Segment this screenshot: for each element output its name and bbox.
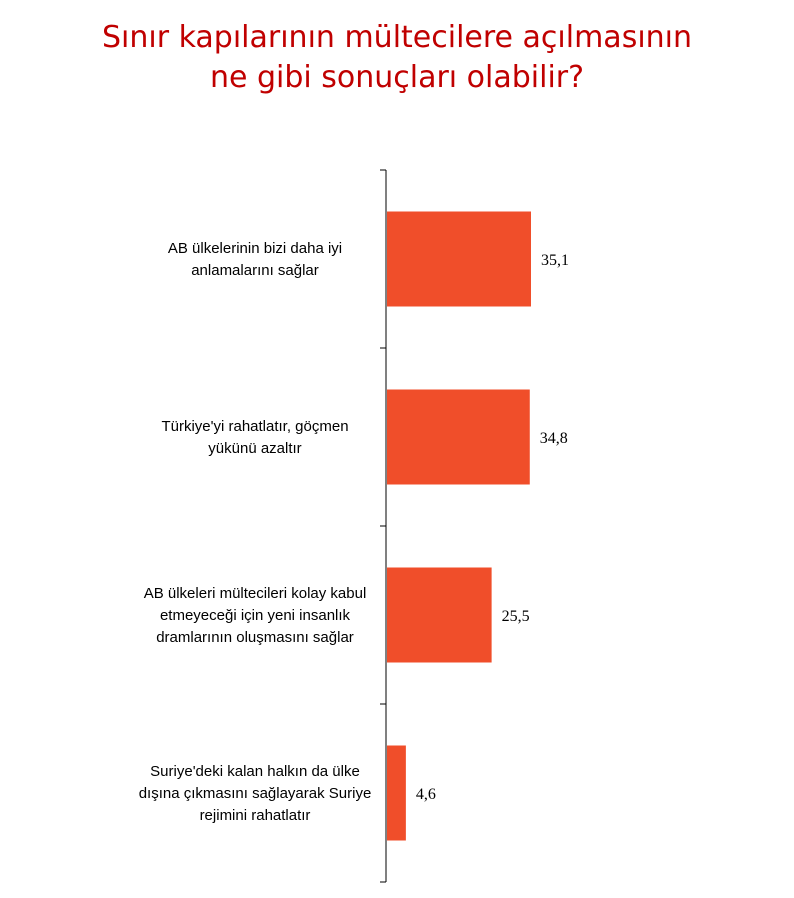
category-label-line: AB ülkeleri mültecileri kolay kabul <box>143 585 367 602</box>
chart-title-line-2: ne gibi sonuçları olabilir? <box>209 60 585 95</box>
value-label: 4,6 <box>415 786 436 803</box>
category-label <box>168 240 342 279</box>
value-label: 34,8 <box>539 430 568 447</box>
bar <box>387 390 530 485</box>
value-label: 35,1 <box>541 252 569 269</box>
category-label-line: rejimini rahatlatır <box>199 807 311 824</box>
bar <box>387 212 531 307</box>
category-label <box>144 585 367 646</box>
category-label-line: dışına çıkmasını sağlayarak Suriye <box>138 785 372 802</box>
bar <box>387 568 492 663</box>
category-label-line: Suriye'deki kalan halkın da ülke <box>150 763 360 780</box>
category-label-line: Türkiye'yi rahatlatır, göçmen <box>161 418 349 435</box>
category-label-line: AB ülkelerinin bizi daha iyi <box>167 240 343 257</box>
bar <box>387 746 406 841</box>
category-label <box>139 763 372 824</box>
category-label-line: yükünü azaltır <box>208 440 302 457</box>
category-label <box>161 418 348 457</box>
chart-title-line-1: Sınır kapılarının mültecilere açılmasının <box>101 20 693 55</box>
value-label: 25,5 <box>501 608 530 625</box>
category-label-line: etmeyeceği için yeni insanlık <box>159 607 351 624</box>
category-label-line: dramlarının oluşmasını sağlar <box>156 629 354 646</box>
category-label-line: anlamalarını sağlar <box>191 262 319 279</box>
